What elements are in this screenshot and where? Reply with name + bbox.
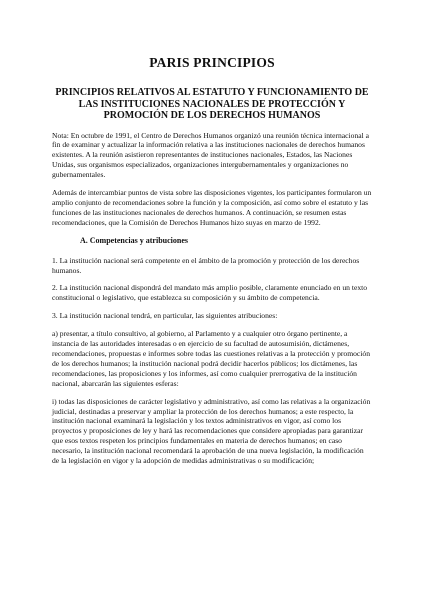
paragraph-3a-i: i) todas las disposiciones de carácter legislativo y administrativo, así como las relativas a la organización judicial, destinadas a preservar y ampliar la protección de los derechos humanos; a este respecto, la institución nacional examinará la legislación y los textos administrativos en vigor, así como los proyectos y proposiciones de ley y hará las recomendaciones que considere apropiadas para garantizar que esos textos respeten los principios fundamentales en materia de derechos humanos; en caso necesario, la institución nacional recomendará la aprobación de una nueva legislación, la modificación de la legislación en vigor y la adopción de medidas administrativas o su modificación; [52,396,371,466]
paragraph-2: 2. La institución nacional dispondrá del mandato más amplio posible, claramente enunciado en un texto constitucional o legislativo, que establezca su composición y su ámbito de competencia. [52,283,368,303]
section-heading: A. Competencias y atribuciones [80,235,188,245]
paragraph-1: 1. La institución nacional será competente en el ámbito de la promoción y protección de los derechos humanos. [52,255,360,275]
paragraph-3a: a) presentar, a título consultivo, al gobierno, al Parlamento y a cualquier otro órgano pertinente, a instancia de las autoridades interesadas o en ejercicio de su facultad de autosumisión, dictámenes, recomendaciones, propuestas e informes sobre todas las cuestiones relativas a la protección y promoción de los derechos humanos; la institución nacional podrá decidir hacerlos públicos; los dictámenes, las recomendaciones, las proposiciones y los informes, así como cualquier prerrogativa de la institución nacional, abarcarán las siguientes esferas: [52,329,370,388]
document-subtitle: PRINCIPIOS RELATIVOS AL ESTATUTO Y FUNCIONAMIENTO DE LAS INSTITUCIONES NACIONALES DE PROTECCIÓN Y PROMOCIÓN DE LOS DERECHOS HUMANOS [55,87,369,121]
intro-paragraph: Además de intercambiar puntos de vista sobre las disposiciones vigentes, los participantes formularon un amplio conjunto de recomendaciones sobre la función y la composición, así como sobre el estatuto y las funciones de las instituciones nacionales de derechos humanos. A continuación, se resumen estas recomendaciones, que la Comisión de Derechos Humanos hizo suyas en marzo de 1992. [52,188,372,227]
paragraph-3: 3. La institución nacional tendrá, en particular, las siguientes atribuciones: [52,311,278,321]
note-paragraph: Nota: En octubre de 1991, el Centro de Derechos Humanos organizó una reunión técnica internacional a fin de examinar y actualizar la información relativa a las instituciones nacionales de derechos humanos existentes. A la reunión asistieron representantes de instituciones nacionales, Estados, las Naciones Unidas, sus organismos especializados, organizaciones intergubernamentales y organizaciones no gubernamentales. [52,130,369,180]
page-title: PARIS PRINCIPIOS [149,55,275,70]
